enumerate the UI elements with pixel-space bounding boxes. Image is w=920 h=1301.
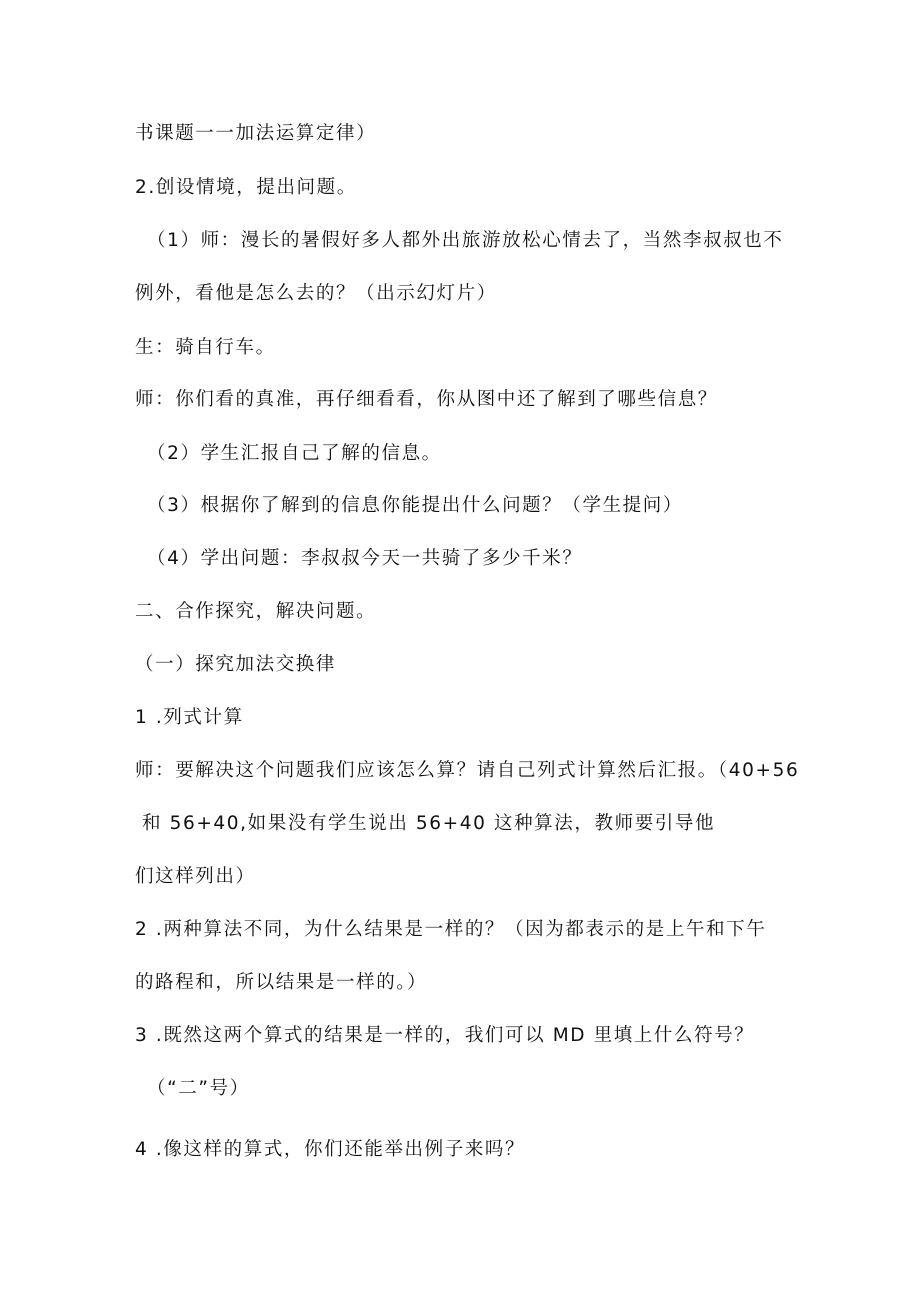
text-line-8: （3）根据你了解到的信息你能提出什么问题？（学生提问） bbox=[147, 495, 683, 516]
text-line-2: 2.创设情境，提出问题。 bbox=[135, 177, 357, 198]
text-line-14: 和 56+40,如果没有学生说出 56+40 这种算法，教师要引导他 bbox=[142, 813, 716, 834]
text-line-5: 生：骑自行车。 bbox=[135, 337, 276, 358]
text-line-7: （2）学生汇报自己了解的信息。 bbox=[147, 443, 442, 464]
text-line-11: （一）探究加法交换律 bbox=[135, 654, 337, 675]
text-line-3: （1）师：漫长的暑假好多人都外出旅游放松心情去了，当然李叔叔也不 bbox=[147, 230, 784, 251]
text-line-15: 们这样列出） bbox=[135, 866, 256, 887]
text-line-4: 例外，看他是怎么去的？（出示幻灯片） bbox=[135, 283, 497, 304]
text-line-13: 师：要解决这个问题我们应该怎么算？请自己列式计算然后汇报。（40+56 bbox=[135, 760, 800, 781]
text-line-6: 师：你们看的真准，再仔细看看，你从图中还了解到了哪些信息？ bbox=[135, 389, 718, 410]
text-line-17: 的路程和，所以结果是一样的。） bbox=[135, 972, 428, 993]
text-line-20: 4 .像这样的算式，你们还能举出例子来吗？ bbox=[135, 1139, 526, 1160]
text-line-10: 二、合作探究，解决问题。 bbox=[135, 601, 377, 622]
text-line-1: 书课题一一加法运算定律） bbox=[135, 123, 377, 144]
text-line-18: 3 .既然这两个算式的结果是一样的，我们可以 MD 里填上什么符号？ bbox=[135, 1025, 755, 1046]
text-line-9: （4）学出问题：李叔叔今天一共骑了多少千米？ bbox=[147, 548, 583, 569]
text-line-12: 1 .列式计算 bbox=[135, 707, 244, 728]
text-line-19: （“二”号） bbox=[147, 1078, 250, 1099]
text-line-16: 2 .两种算法不同，为什么结果是一样的？（因为都表示的是上午和下午 bbox=[135, 919, 767, 940]
